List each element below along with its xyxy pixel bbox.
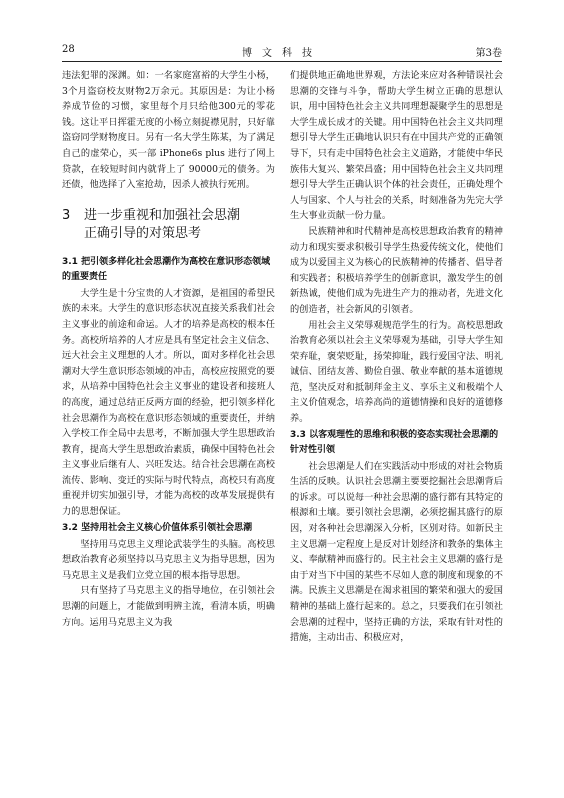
- paragraph-3-3: 社会思潮是人们在实践活动中形成的对社会物质生活的反映。认识社会思潮主要要挖掘社会思潮背后的诉求。可以说每一种社会思潮的盛行都有其特定的根源和土壤。要引领社会思潮，必须挖掘其盛行的原因，对各种社会思潮深入分析，区别对待。如新民主主义思潮一定程度上是反对计划经济和教条的集体主义、奉献精神而盛行的。民主社会主义思潮的盛行是由于对当下中国的某些不尽如人意的制度和现象的不满。民族主义思潮是在渴求祖国的繁荣和强大的爱国精神的基础上盛行起来的。总之，只要我们在引领社会思潮的过程中，坚持正确的方法，采取有针对性的措施，主动出击、积极应对，: [290, 460, 503, 644]
- subsection-3-3-heading: 3.3 以客观理性的思维和积极的姿态实现社会思潮的针对性引领: [290, 429, 499, 455]
- header-rule: [62, 61, 502, 62]
- left-column: [62, 68, 275, 630]
- paragraph-3-2-b: 只有坚持了马克思主义的指导地位，在引领社会思潮的问题上，才能做到明辨主流，看清本质，明确方向。运用马克思主义为我: [62, 585, 275, 628]
- journal-title: 博文科技: [242, 48, 322, 59]
- section-3-heading: [62, 207, 275, 243]
- paragraph-honor-view: 用社会主义荣辱观规范学生的行为。高校思想政治教育必须以社会主义荣辱观为基础，引导大学生知荣弃耻，褒荣贬耻，扬荣抑耻，践行爱国守法、明礼诚信、团结友善、勤俭自强、敬业奉献的基本道德规范，坚决反对和抵制拜金主义、享乐主义和极端个人主义价值观念，培养高尚的道德情操和良好的道德修养。: [290, 319, 503, 425]
- paragraph-continued: 们提供地正确地世界观，方法论来应对各种错误社会思潮的交锋与斗争，帮助大学生树立正确的思想认识，用中国特色社会主义共同理想凝聚学生的思想是大学生成长成才的关键。用中国特色社会主义共同理想引导大学生正确地认识只有在中国共产党的正确领导下，只有走中国特色社会主义道路，才能使中华民族伟大复兴、繁荣昌盛；用中国特色社会主义共同理想引导大学生正确认识个体的社会责任，正确处理个人与国家、个人与社会的关系，时刻准备为先完大学生大事业贡献一份力量。: [290, 70, 503, 222]
- volume-label: 第3卷: [475, 48, 502, 59]
- section-3-title-line2: 正确引导的对策思考: [84, 225, 202, 241]
- running-header: [62, 44, 502, 60]
- paragraph-intro: 违法犯罪的深渊。如：一名家庭富裕的大学生小杨，3个月盗窃校友财物2万余元。其原因是：为让小杨养成节俭的习惯，家里每个月只给他300元的零花钱。这让平日挥霍无度的小杨立刻捉襟见肘，只好靠盗窃同学财物度日。另有一名大学生陈某，为了满足自己的虚荣心，买一部 iPhone6s plus 进行了网上贷款，在较短时间内就背上了 90000元的债务。为还债，他选择了入室抢劫，因杀人被执行死刑。: [62, 70, 275, 191]
- section-3-number: 3: [62, 207, 71, 223]
- page-number: 28: [62, 44, 75, 55]
- section-3-title-line1: 进一步重视和加强社会思潮: [84, 207, 241, 223]
- paragraph-3-1: 大学生是十分宝贵的人才资源，是祖国的希望民族的未来。大学生的意识形态状况直接关系我们社会主义事业的前途和命运。人才的培养是高校的根本任务。高校所培养的人才应是具有坚定社会主义信念、远大社会主义理想的人才。所以，面对多样化社会思潮对大学生意识形态领域的冲击，高校应按照党的要求，从培养中国特色社会主义事业的建设者和接班人的高度，通过总结正反两方面的经验，把引领多样化社会思潮作为高校在意识形态领域的重要责任，并纳入学校工作全局中去思考，不断加强大学生思想政治教育，提高大学生思想政治素质，确保中国特色社会主义事业后继有人、兴旺发达。结合社会思潮在高校流传、影响、变迁的实际与时代特点，高校只有高度重视并切实加强引导，才能为高校的改革发展提供有力的思想保证。: [62, 287, 275, 518]
- subsection-3-2-heading: 3.2 坚持用社会主义核心价值体系引领社会思潮: [62, 522, 253, 533]
- subsection-3-1-heading: 3.1 把引领多样化社会思潮作为高校在意识形态领域的重要责任: [62, 256, 271, 282]
- paragraph-national-spirit: 民族精神和时代精神是高校思想政治教育的精神动力和现实要求积极引导学生热爱传统文化，使他们成为以爱国主义为核心的民族精神的传播者、倡导者和实践者；积极培养学生的创新意识，激发学生的创新热诚，使他们成为先进生产力的推动者，先进文化的创造者，社会新风的引领者。: [290, 225, 503, 315]
- right-column: [290, 68, 503, 646]
- paragraph-3-2-a: 坚持用马克思主义理论武装学生的头脑。高校思想政治教育必须坚持以马克思主义为指导思想，因为马克思主义是我们立党立国的根本指导思想。: [62, 538, 275, 581]
